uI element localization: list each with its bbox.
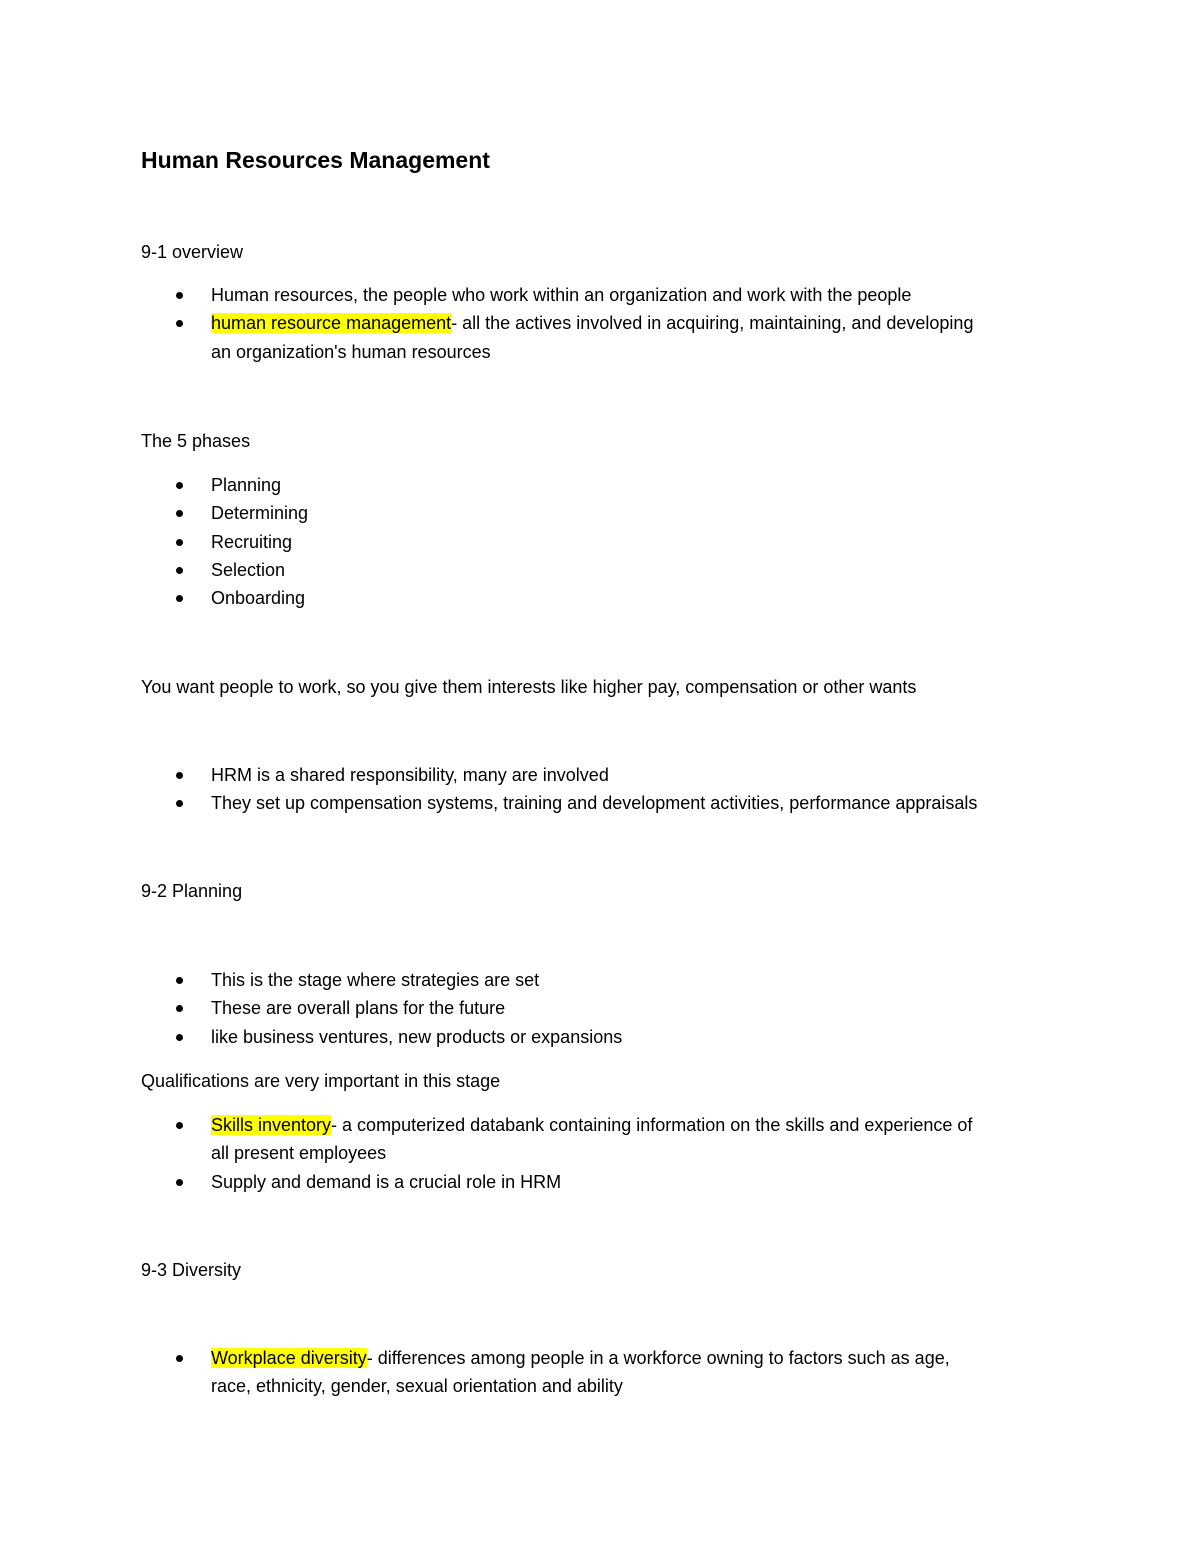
list-item: Skills inventory- a computerized databank containing information on the skills and experience of all present employees [141,1111,1081,1168]
section-heading-phases: The 5 phases [141,431,251,451]
list-item: like business ventures, new products or expansions [141,1023,1081,1051]
list-item: Supply and demand is a crucial role in HRM [141,1168,1081,1196]
highlighted-term: Skills inventory [211,1115,332,1135]
phases-list [141,471,1081,612]
bullet-icon [176,595,183,602]
highlighted-term: Workplace diversity [211,1348,367,1368]
bullet-icon [176,977,183,984]
incentive-paragraph: You want people to work, so you give them interests like higher pay, compensation or other wants [141,677,917,697]
section-heading-overview: 9-1 overview [141,242,244,262]
bullet-icon [176,1179,183,1186]
bullet-icon [176,292,183,299]
list-item: Recruiting [141,528,1081,556]
page-title: Human Resources Management [141,147,490,173]
responsibility-list [141,761,1081,818]
qualifications-paragraph: Qualifications are very important in this stage [141,1071,501,1091]
bullet-icon [176,1122,183,1129]
bullet-icon [176,482,183,489]
list-item: human resource management- all the actives involved in acquiring, maintaining, and developing an organization's human resources [141,309,1081,366]
list-item: These are overall plans for the future [141,994,1081,1022]
bullet-icon [176,1355,183,1362]
bullet-icon [176,772,183,779]
diversity-list [141,1344,1081,1401]
bullet-icon [176,320,183,327]
highlighted-term: human resource management [211,313,452,334]
overview-list [141,281,1081,366]
list-item: They set up compensation systems, training and development activities, performance appraisals [141,789,1081,817]
list-item: Human resources, the people who work within an organization and work with the people [141,281,1081,309]
bullet-icon [176,539,183,546]
list-item: HRM is a shared responsibility, many are involved [141,761,1081,789]
skills-list [141,1111,1081,1196]
bullet-icon [176,510,183,517]
list-item: Workplace diversity- differences among people in a workforce owning to factors such as age, race, ethnicity, gender, sexual orientation and ability [141,1344,1081,1401]
bullet-icon [176,1034,183,1041]
bullet-icon [176,567,183,574]
bullet-icon [176,800,183,807]
bullet-icon [176,1005,183,1012]
section-heading-planning: 9-2 Planning [141,881,243,901]
list-item: This is the stage where strategies are set [141,966,1081,994]
section-heading-diversity: 9-3 Diversity [141,1260,242,1280]
list-item: Onboarding [141,584,1081,612]
list-item: Selection [141,556,1081,584]
planning-list [141,966,1081,1051]
list-item: Planning [141,471,1081,499]
list-item: Determining [141,499,1081,527]
